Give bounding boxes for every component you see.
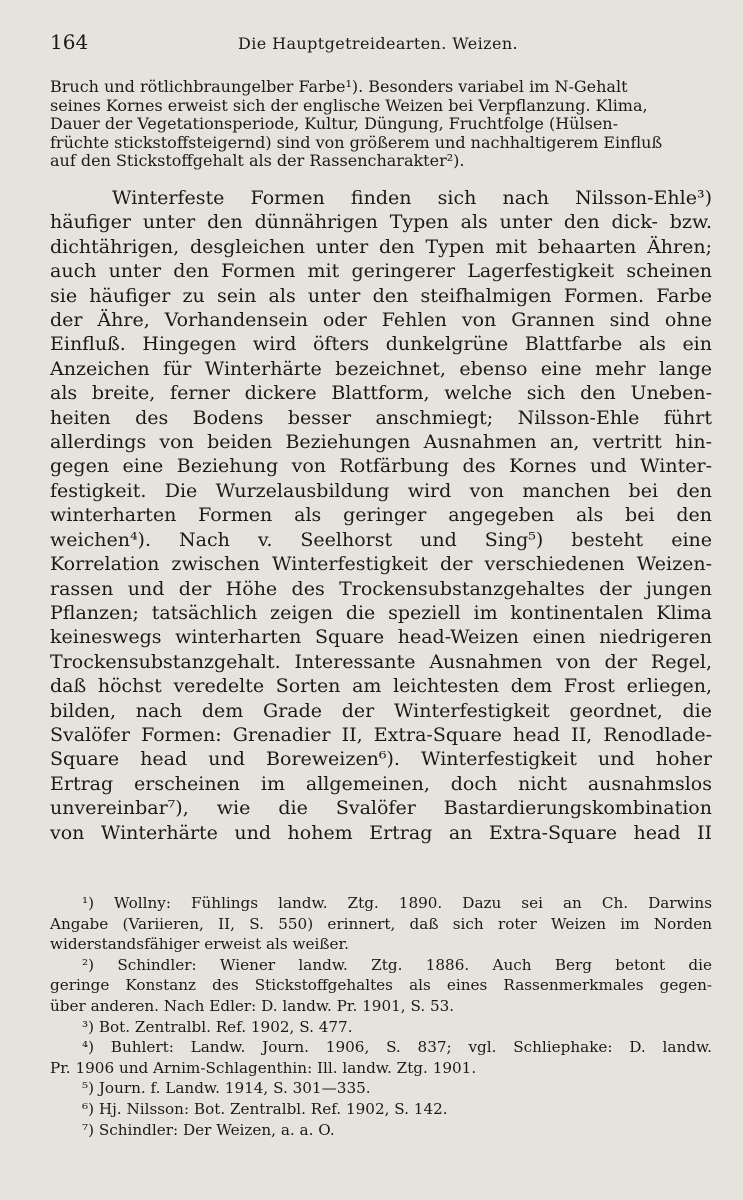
text-line: als breite, ferner dickere Blattform, welche sich den Uneben- [50, 382, 712, 405]
footnote-line: ⁷) Schindler: Der Weizen, a. a. O. [82, 1120, 335, 1139]
text-line: Korrelation zwischen Winterfestigkeit der verschiedenen Weizen- [50, 553, 712, 576]
text-line: auf den Stickstoffgehalt als der Rassencharakter²). [50, 151, 465, 170]
footnote-line: Angabe (Variieren, II, S. 550) erinnert, daß sich roter Weizen im Norden [50, 914, 712, 933]
footnote-line: ⁴) Buhlert: Landw. Journ. 1906, S. 837; vgl. Schliephake: D. landw. [82, 1038, 712, 1057]
footnote-line: ¹) Wollny: Fühlings landw. Ztg. 1890. Dazu sei an Ch. Darwins [82, 894, 712, 912]
text-line: Ertrag erscheinen im allgemeinen, doch nicht ausnahmslos [50, 772, 712, 795]
text-line: der Ähre, Vorhandensein oder Fehlen von Grannen sind ohne [50, 309, 712, 332]
text-line: Svalöfer Formen: Grenadier II, Extra-Square head II, Renodlade- [50, 723, 712, 746]
footnote-line: widerstandsfähiger erweist als weißer. [50, 935, 349, 954]
text-line: festigkeit. Die Wurzelausbildung wird von manchen bei den [50, 479, 712, 502]
text-line: seines Kornes erweist sich der englische Weizen bei Verpflanzung. Klima, [50, 95, 648, 115]
text-line: Trockensubstanzgehalt. Interessante Ausnahmen von der Regel, [50, 650, 712, 673]
text-line: rassen und der Höhe des Trockensubstanzgehaltes der jungen [50, 577, 712, 600]
text-line: winterharten Formen als geringer angegeben als bei den [50, 504, 712, 527]
text-line: dichtährigen, desgleichen unter den Typen mit behaarten Ähren; [50, 235, 712, 258]
text-line: weichen⁴). Nach v. Seelhorst und Sing⁵) besteht eine [50, 528, 712, 551]
text-line: Winterfeste Formen finden sich nach Nilsson-Ehle³) [112, 187, 712, 209]
text-line: unvereinbar⁷), wie die Svalöfer Bastardierungskombination [50, 797, 712, 820]
text-line: von Winterhärte und hohem Ertrag an Extra-Square head II [50, 821, 712, 844]
page-header [50, 30, 710, 60]
text-line: Anzeichen für Winterhärte bezeichnet, ebenso eine mehr lange [50, 357, 712, 380]
footnote-line: über anderen. Nach Edler: D. landw. Pr. 1901, S. 53. [50, 996, 455, 1015]
text-line: daß höchst veredelte Sorten am leichtesten dem Frost erliegen, [50, 675, 712, 698]
page-number: 164 [50, 30, 89, 54]
text-line: gegen eine Beziehung von Rotfärbung des Kornes und Winter- [50, 455, 712, 478]
text-line: Einfluß. Hingegen wird öfters dunkelgrüne Blattfarbe als ein [50, 333, 712, 356]
footnote-line: ⁶) Hj. Nilsson: Bot. Zentralbl. Ref. 1902, S. 142. [82, 1099, 448, 1118]
text-line: früchte stickstoffsteigernd) sind von größerem und nachhaltigerem Einfluß [50, 132, 663, 152]
text-line: keineswegs winterharten Square head-Weizen einen niedrigeren [50, 626, 712, 649]
footnote-line: ⁵) Journ. f. Landw. 1914, S. 301—335. [82, 1079, 371, 1098]
footnote-line: ³) Bot. Zentralbl. Ref. 1902, S. 477. [82, 1017, 353, 1036]
footnotes [50, 893, 712, 1140]
text-line: Pflanzen; tatsächlich zeigen die speziell im kontinentalen Klima [50, 601, 712, 624]
text-line: Square head und Boreweizen⁶). Winterfestigkeit und hoher [50, 748, 712, 771]
text-line: heiten des Bodens besser anschmiegt; Nilsson-Ehle führt [50, 406, 712, 429]
footnote-line: geringe Konstanz des Stickstoffgehaltes als eines Rassenmerkmales gegen- [50, 976, 712, 995]
text-line: allerdings von beiden Beziehungen Ausnahmen an, vertritt hin- [50, 431, 712, 454]
text-line: häufiger unter den dünnährigen Typen als unter den dick- bzw. [50, 211, 712, 234]
footnote-line: Pr. 1906 und Arnim-Schlagenthin: Ill. landw. Ztg. 1901. [50, 1058, 477, 1077]
text-line: Dauer der Vegetationsperiode, Kultur, Düngung, Fruchtfolge (Hülsen- [50, 114, 618, 133]
main-paragraph [50, 186, 712, 845]
text-line: auch unter den Formen mit geringerer Lagerfestigkeit scheinen [50, 260, 712, 283]
text-line: Bruch und rötlichbraungelber Farbe¹). Besonders variabel im N-Gehalt [50, 77, 628, 96]
text-line: sie häufiger zu sein als unter den steifhalmigen Formen. Farbe [50, 284, 712, 307]
text-line: bilden, nach dem Grade der Winterfestigkeit geordnet, die [50, 699, 712, 722]
intro-paragraph [50, 78, 712, 171]
footnote-line: ²) Schindler: Wiener landw. Ztg. 1886. Auch Berg betont die [82, 955, 712, 974]
running-title: Die Hauptgetreidearten. Weizen. [238, 34, 519, 53]
